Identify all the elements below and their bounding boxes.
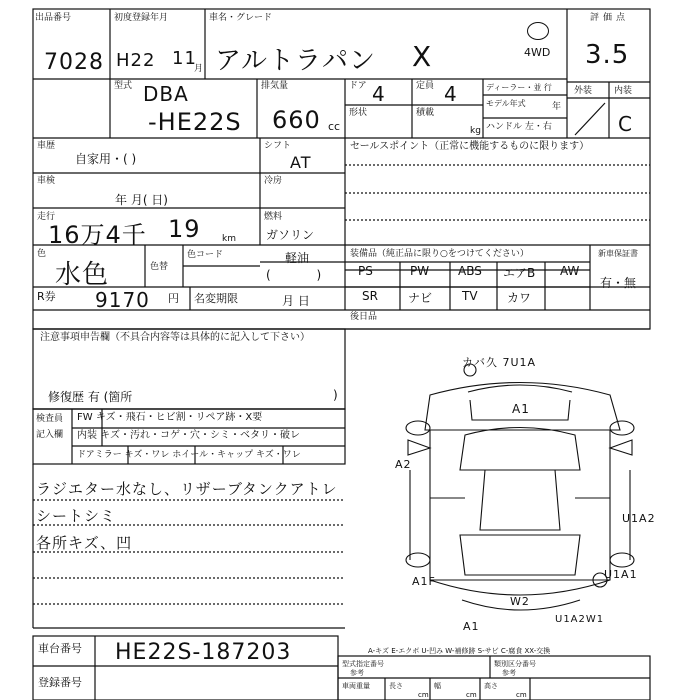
first-registration-month: 11: [172, 48, 197, 69]
mileage-value-2: 19: [168, 215, 201, 243]
capacity-label: 定員: [416, 81, 435, 91]
fuel-option-paren: ( ): [266, 268, 322, 282]
inspector-label-2: 記入欄: [36, 430, 64, 440]
height-unit: cm: [516, 691, 527, 699]
shift-label: シフト: [264, 141, 292, 151]
registration-label: 登録番号: [38, 676, 82, 689]
fuel-option: 軽油: [285, 251, 310, 265]
shape-label: 形状: [349, 108, 368, 118]
shaken-value: 年 月( 日): [115, 193, 168, 207]
car-name-label: 車名・グレード: [209, 13, 273, 23]
displacement-value: 660: [272, 106, 321, 134]
warranty-value: 有・無: [600, 276, 637, 290]
shaken-label: 車検: [37, 176, 56, 186]
recycle-value: 9170: [95, 288, 150, 312]
car-name-value: アルトラパン: [215, 46, 376, 76]
equip-navi: ナビ: [408, 291, 433, 305]
name-change-label: 名変期限: [194, 292, 238, 305]
load-label: 積載: [416, 108, 435, 118]
new-warranty-label: 新車保証書: [598, 249, 638, 258]
height-label: 高さ: [484, 682, 498, 690]
first-registration-label: 初度登録年月: [114, 13, 169, 23]
history-label: 車歴: [37, 141, 56, 151]
diagram-mark-top: カバ久 7U1A: [462, 356, 537, 369]
fuel-label: 燃料: [264, 212, 283, 222]
doors-value: 4: [372, 82, 386, 106]
score-value: 3.5: [585, 40, 630, 70]
repair-close: ): [333, 388, 338, 402]
inspector-label-1: 検査員: [36, 414, 64, 424]
score-label: 評価点: [590, 13, 630, 23]
diagram-mark-left: A2: [395, 458, 412, 471]
capacity-value: 4: [444, 82, 458, 106]
damage-legend: A-キズ E-エクボ U-凹み W-補修跡 S-サビ C-腐食 XX-交換: [368, 647, 551, 655]
model-value: -HE22S: [148, 108, 242, 136]
length-label: 長さ: [389, 682, 403, 690]
doors-label: ドア: [349, 81, 367, 91]
model-cert-ref: 参考: [350, 669, 364, 677]
mileage-value: 16万4千: [48, 221, 147, 249]
interior-label: 内装: [614, 86, 633, 96]
equip-ps: PS: [358, 264, 373, 278]
equip-aw: AW: [560, 264, 580, 278]
load-unit: kg: [470, 126, 481, 136]
chassis-label: 車台番号: [38, 642, 82, 655]
diagram-mark-rear: W2: [510, 595, 530, 608]
repair-label: 修復歴 有 (箇所: [48, 390, 133, 404]
chassis-value: HE22S-187203: [115, 640, 292, 665]
category-label: 類別区分番号: [494, 660, 536, 668]
mileage-label: 走行: [37, 212, 56, 222]
equip-leather: カワ: [507, 291, 532, 305]
equipment-label: 装備品（純正品に限り○をつけてください）: [350, 249, 529, 259]
mileage-unit: km: [222, 234, 236, 244]
diagram-mark-bumper: A1: [463, 620, 480, 633]
color-value: 水色: [55, 260, 110, 290]
lot-number-label: 出品番号: [35, 13, 72, 23]
check-row-mirror: ドアミラー キズ・ワレ ホイール・キャップ キズ・ワレ: [77, 450, 301, 460]
check-row-fw: FW キズ・飛石・ヒビ割・リペア跡・X要: [77, 412, 263, 423]
later-item-label: 後日品: [350, 312, 378, 322]
diagram-mark-bumper-right: U1A2W1: [555, 614, 605, 625]
width-unit: cm: [466, 691, 477, 699]
handwritten-note-3: 各所キズ、凹: [36, 534, 133, 552]
diagram-mark-rear-left: A1F: [412, 575, 436, 588]
diagram-mark-rear-right: U1A1: [604, 568, 638, 581]
aircon-label: 冷房: [264, 176, 283, 186]
recycle-label: R券: [37, 290, 56, 303]
interior-grade: C: [618, 112, 633, 136]
equip-abs: ABS: [458, 264, 482, 278]
sales-point-label: セールスポイント（正常に機能するものに限ります）: [350, 141, 590, 152]
model-cert-label: 型式指定番号: [342, 660, 384, 668]
color-label: 色: [37, 249, 47, 259]
vehicle-weight-label: 車両重量: [342, 682, 370, 690]
first-registration-year: H22: [116, 50, 156, 71]
lot-number-value: 7028: [44, 50, 104, 75]
displacement-label: 排気量: [261, 81, 289, 91]
model-year-unit: 年: [552, 102, 562, 112]
handwritten-note-1: ラジエター水なし、リザーブタンクアトレ: [36, 480, 338, 498]
repaint-label: 色替: [150, 262, 169, 272]
fuel-value: ガソリン: [266, 228, 315, 242]
history-value: 自家用・( ): [75, 152, 137, 166]
displacement-unit: cc: [328, 120, 341, 133]
equip-airbag: エアB: [503, 266, 536, 280]
color-code-label: 色コード: [187, 250, 224, 260]
diagram-mark-right: U1A2: [622, 512, 656, 525]
check-row-interior: 内装 キズ・汚れ・コゲ・穴・シミ・ベタリ・破レ: [77, 430, 300, 441]
model-year-label: モデル年式: [486, 99, 526, 108]
notes-header: 注意事項申告欄（不具合内容等は具体的に記入して下さい）: [40, 332, 310, 343]
length-unit: cm: [418, 691, 429, 699]
equip-pw: PW: [410, 264, 430, 278]
width-label: 幅: [434, 682, 441, 690]
equip-tv: TV: [462, 289, 478, 303]
dealer-label: ディーラー・並 行: [486, 83, 552, 92]
shift-value: AT: [290, 153, 312, 172]
grade-value: X: [412, 40, 433, 73]
diagram-mark-bonnet: A1: [512, 402, 530, 416]
recycle-unit: 円: [168, 292, 179, 305]
drive-type: 4WD: [524, 46, 551, 59]
month-unit: 月: [194, 64, 204, 74]
model-label: 型式: [114, 81, 133, 91]
handle-label: ハンドル 左・右: [486, 122, 552, 132]
category-ref: 参考: [502, 669, 516, 677]
exterior-label: 外装: [574, 86, 593, 96]
handwritten-note-2: シートシミ: [36, 507, 117, 525]
equip-sr: SR: [362, 289, 378, 303]
name-change-value: 月 日: [282, 294, 310, 308]
model-prefix: DBA: [143, 82, 189, 106]
